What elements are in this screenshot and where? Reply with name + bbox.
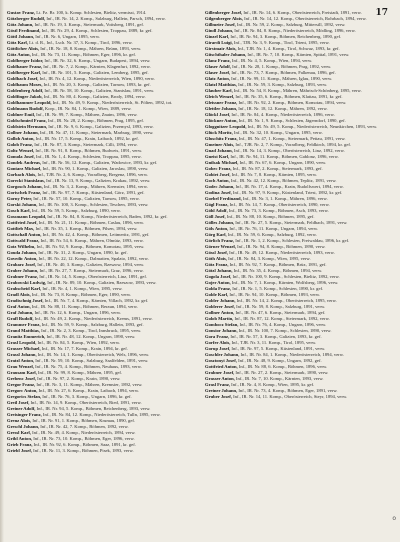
entry-details: Inf., IR. Nr. 76, 4. Komp., Ungarn, 1896, verw. [239, 322, 327, 327]
entry-details: Inf., IR. Nr. 76, 11. Komp., Ungarn, 1894, verw. [229, 226, 319, 231]
entry-details: Inf., IR. Nr. 4, 12. Komp., Niederösterreich, Wien, 1890, verw. [39, 76, 155, 81]
entry-name: Goldbach Josef, [7, 76, 39, 81]
entry-details: Inf., IR. Nr. 13, 9. Komp., Galizien, Krakau, 1892, verw. [46, 178, 151, 183]
entry-name: Grabowski Ludwig, [7, 280, 47, 285]
entry-name: Greiner Johann, [205, 388, 238, 393]
entry-name: Görg Karl, [205, 232, 227, 237]
entry-details: Inf., TJR. Nr. 3, 11. Komp., Tirol, 1895, verw. [231, 340, 317, 345]
entry-details: Inf., IR. Nr. 54, 6. Komp., Mähren, Olmütz, 1893, verw. [40, 238, 144, 243]
entry-name: Göhl Adolf, [205, 208, 228, 213]
entry-details: Inf., IR. Nr. 91, 1. Komp., Böhmen, Krumau, 1890, gef. [32, 418, 136, 423]
entry-name: Gorup Josef, [205, 346, 231, 351]
entry-details: Inf., IR. Nr. 73, 4. Komp., Böhmen, Eger, 1891, verw. [238, 388, 338, 393]
entry-details: Inf., IR. Nr. 88, 6. Komp., Böhmen, 1896, verw. [238, 364, 328, 369]
entry-name: Gmeiner Alois, [205, 142, 235, 147]
entry-details: Inf., TJR. Nr. 3, 9. Komp., Tirol, Trient, 1895, verw. [233, 40, 330, 45]
entry-name: Görlich Franz, [205, 238, 235, 243]
entry-details: Inf., IR. Nr. 89, 10. Komp., Galizien, Rzeszow, 1893, verw. [47, 280, 157, 285]
entry-name: Greiner Adolf, [7, 406, 36, 411]
entry-name: Glöckl Josef, [205, 112, 231, 117]
entry-details: Inf., IR. Nr. 57, 10. Komp., Galizien, Tarnow, 1895, verw. [33, 196, 140, 201]
entry-details: Inf., IR. Nr. 80, 4. Komp., Galizien, Brody, 1894, verw. [43, 94, 146, 99]
entry-details: Inf., IR. Nr. 94, 10. Komp., Böhmen, 1893, verw. [229, 292, 321, 297]
entry-details: Inf., IR. Nr. 56, 12. Komp., Galizien, Wadowice, 1893, kr. gef. [42, 160, 158, 165]
entry-details: Inf., IR. Nr. 94, 5. Komp., Böhmen, Reichenberg, 1893, verw. [36, 406, 151, 411]
entry-details: Inf., IR. Nr. 73, 10. Komp., Böhmen, Eger, 1896, verw. [33, 436, 135, 441]
entry-details: Inf., IR. Nr. 99, 8. Komp., Mähren, 1895, gef. [38, 370, 123, 375]
entry-name: Götz Karl, [7, 40, 28, 45]
entry-name: Gilgenberger Alois, [205, 16, 243, 21]
entry-details: Inf., TJR. Nr. 1, 4. Komp., Tirol, Schwaz, 1893, kr. gef. [237, 46, 340, 51]
entry-details: Inf., IR. Nr. 49, 4. Komp., Niederösterreich, 1894, verw. [32, 430, 136, 435]
entry-details: Lt. Fz. Br. 100, k. Komp. Schlesien, Bielitz, vermisst, 1914. [36, 10, 147, 15]
entry-name: Golderer Josef, [205, 304, 235, 309]
entry-details: Inf., IR. Nr. 7, 10. Komp., Kärnten, Spittal, 1891, verw. [247, 52, 350, 57]
entry-details: Inf., IR. Nr. 27, 6. Komp., Krain, Laibach, 1894, verw. [38, 388, 139, 393]
entry-details: Inf., IR. Nr. 87, 2. Komp., Steiermark, 1893, gef. [232, 166, 323, 171]
edge-mark: o [392, 515, 396, 522]
entry-name: Gregorics Stefan, [7, 394, 42, 399]
entry-details: Inf., IR. Nr. 88, 11. Komp., Böhmen, Beraun, 1894, verw. [31, 304, 138, 309]
entry-name: Goldbauer Franz, [7, 64, 43, 69]
entry-details: Inf., IR. Nr. 21, 11. Komp., Böhmen, Caslau, 1896, verw. [38, 220, 145, 225]
entry-details: Inf., IR. Nr. 84, 12. Komp., Niederösterreich, Tulln, 1895, verw. [42, 412, 161, 417]
entry-details: Inf., IR. Nr. 7, 8. Komp., Kärnten, 1895, verw. [231, 172, 317, 177]
entry-details: Inf., IR. Nr. 73, 8. Komp., Böhmen, Eger, 1890, verw. [31, 292, 132, 297]
entry-name: Grieb Franz, [7, 442, 33, 447]
entry-details: Inf., IR. Nr. 54, 8. Komp., Mähren, Mährisch-Schönberg, 1895, verw. [233, 88, 362, 93]
entry-details: Inf., IR. Nr. 47, 11. Komp., Steiermark, Marburg, 1890, verw. [39, 130, 154, 135]
entry-name: Gressl Karl, [7, 430, 31, 435]
entry-details: Inf., IR. Nr. 48, 9. Komp., Ungarn, 1892, gef. [238, 358, 322, 363]
entry-details: Inf., IR. Nr. 18, 12. Komp., Mähren, 1892, verw. [238, 106, 328, 111]
entry-name: Goch Anton, [205, 178, 230, 183]
page-number: 17 [375, 8, 388, 18]
entry-details: Inf., IR. Nr. 14, 6. Komp., Oberösterreich, Freistadt, 1891, verw. [243, 10, 362, 15]
entry-details: Inf., IR. Nr. 1, 2. Komp., Schlesien, Freiwaldau, 1896, kr. gef. [235, 238, 350, 243]
entry-name: Götz Johann, [7, 22, 34, 27]
entry-name: Götz Anton, [7, 52, 31, 57]
entry-details: Inf., IR. Nr. 32, 6. Komp., Ungarn, Budapest, 1894, verw. [44, 58, 151, 63]
entry-details: Inf., IR. Nr. 27, 7. Komp., Steiermark, Graz, 1896, verw. [39, 268, 144, 273]
entry-name: Gottschall Anton, [7, 232, 42, 237]
entry-name: Greisinger Franz, [7, 412, 42, 417]
entry-details: Inf., IR. Nr. 14, 9. Komp., Oberösterreich, Ried, 1891, verw. [30, 400, 142, 405]
entry-name: Glück Moritz, [205, 130, 233, 135]
entry-details: Inf., IR. Nr. 35, 1. Komp., Böhmen, Pilsen, 1894, verw. [35, 226, 138, 231]
entry-details: Inf., IR. Nr. 47, 1. Komp., Steiermark, Pettau, 1891, verw. [238, 136, 346, 141]
entry-name: Goldbaum Moses, [7, 82, 43, 87]
entry-details: Inf., IR. Nr. 87, 3. Komp., Steiermark, Cilli, 1894, verw. [34, 142, 138, 147]
entry-details: Inf., IR. Nr. 92, 6. Komp., Böhmen, Saaz, 1891, kr. gef. [33, 442, 136, 447]
entry-details: Inf., IR. Nr. 2, 3. Komp., Tirol, Innsbruck, 1895, verw. [41, 328, 142, 333]
entry-details: Inf., IR. Nr. 1, 5. Komp., Schlesien, 1890, kr. gef. [232, 286, 324, 291]
entry-details: Inf., IR. Nr. 31, 2. Komp., Ungarn, 1890, kr. gef. [38, 250, 128, 255]
entry-name: Gratzl Anton, [7, 358, 35, 363]
entry-name: Golob Martin, [205, 316, 234, 321]
entry-name: Granitz Emmerich, [7, 334, 46, 339]
entry-details: Inf., IR. Nr. 19, 3. Komp., Steiermark, Voitsberg, 1891, gef. [34, 22, 145, 27]
entry-name: Gorfer Alois, [205, 340, 231, 345]
entry-name: Göth Alois, [205, 256, 227, 261]
entry-name: Gorny Peter, [7, 196, 33, 201]
entry-name: Greschl Johann, [7, 424, 40, 429]
entry-details: Inf., IR. Nr. 87, 12. Komp., Steiermark, 1892, verw. [234, 316, 330, 321]
entry-details: Inf., IR. Nr. 59, 6. Komp., Salzburg, 1892, verw. [227, 232, 317, 237]
entry-details: Inf., IR. Nr. 3, 11. Komp., Mähren, Kremsier, 1892, verw. [36, 382, 143, 387]
entry-name: Gondek Andreas, [7, 160, 42, 165]
entry-name: Grabner Josef, [205, 370, 235, 375]
entry-details: Inf., IR. Nr. 99, 11. Komp., Mähren, Iglau, 1890, verw. [231, 76, 333, 81]
entry-details: Inf., IR. Nr. 59, 3. Komp., Salzburg, 1893, verw. [238, 82, 328, 87]
entry-details: Inf., IR. Nr. 59, 8. Komp., Salzburg, 1891, verw. [236, 304, 326, 309]
entry-name: Gleissner Franz, [205, 100, 238, 105]
entry-details: Inf., IR. Nr. 97, 7. Komp., Küstenland, Görz, 1891, gef. [42, 190, 145, 195]
entry-name: Grausam Karl, [7, 370, 37, 375]
entry-name: Glettler Johann, [205, 106, 238, 111]
entry-name: Grasl Leopold, [7, 340, 37, 345]
entry-details: Inf., IR. Nr. 59, 2. Komp., Salzburg, Mittersill, 1892, verw. [236, 22, 346, 27]
entry-name: Gojer Anton, [205, 280, 231, 285]
entry-details: Inf., TJR. Nr. 2, 7. Komp., Vorarlberg, Feldkirch, 1894, kr. gef. [235, 142, 352, 147]
entry-name: Gradischnig Josef, [7, 298, 44, 303]
entry-details: Inf., IR. Nr. 49, 9. Komp., Niederösterreich, St. Pölten, 1892, tot. [52, 100, 173, 105]
entry-details: Inf., IR. Nr. 18, 8. Komp., Mähren, Brünn, 1893, verw. [40, 46, 142, 51]
entry-details: Inf., IR. Nr. 92, 9. Komp., Böhmen, Komotau, 1895, verw. [36, 244, 145, 249]
entry-details: Inf., IR. Nr. 73, 3. Komp., Böhmen, Asch, 1893, verw. [228, 208, 329, 213]
entry-name: Goldhammer Leopold, [7, 100, 52, 105]
entry-name: Gölles Johann, [205, 220, 235, 225]
entry-name: Gregorc Anton, [7, 388, 38, 393]
entry-name: Goldschmied Franz, [7, 118, 47, 123]
entry-name: Glatz Anton, [205, 76, 231, 81]
entry-name: Girstmair Alois, [205, 46, 237, 51]
entry-details: Inf., IR. Nr. 92, 7. Komp., Böhmen, Brüx, 1891, gef. [229, 262, 327, 267]
entry-name: Gosch Karl, [7, 208, 31, 213]
entry-name: Goldberger Isidor, [7, 58, 44, 63]
entry-details: Inf., IR. Nr. 14, 2. Komp., Oberösterreich, 1895, verw. [236, 298, 337, 303]
entry-details: Inf., IR. Nr. 84, 3. Komp., Wien, 1895, verw. [228, 256, 311, 261]
entry-name: Gneist Karl, [205, 154, 230, 159]
entry-details: Inf., IR. Nr. 42, 4. Komp., Böhmen, Leitmeritz, 1891, gef. [42, 232, 150, 237]
entry-name: Gillenberger Josef, [205, 10, 243, 15]
entry-name: Gradl Alois, [7, 292, 31, 297]
entry-details: Inf., IR. Nr. 99, 7. Komp., Mähren, Znaim, 1896, verw. [36, 112, 138, 117]
entry-details: Inf., IR. Nr. 100, 3. Komp., Schlesien, Teschen, 1893, verw. [38, 202, 149, 207]
entry-name: Glauber Karl, [205, 88, 233, 93]
entry-details: Inf., IR. Nr. 40, 3. Komp., Galizien, Rzeszow, 1894, verw. [37, 262, 145, 267]
entry-name: Goltz Wenzel, [7, 148, 35, 153]
entry-details: Inf., IR. Nr. 84, 8. Komp., Niederösterreich, Mödling, 1896, verw. [234, 28, 356, 33]
entry-details: Inf., IR. Nr. 97, 5. Komp., Küstenland, 1891, verw. [231, 346, 326, 351]
entry-details: Inf., IR. Nr. 76, 3. Komp., Ungarn, 1896, kr. gef. [42, 394, 132, 399]
entry-details: Inf., IR. Nr. 14, 11. Komp., Oberösterreich, Steyr, 1894, verw. [233, 394, 348, 399]
entry-name: Gombocz Stefan, [205, 322, 239, 327]
entry-details: Inf., IR. Nr. 49, 5. Komp., Niederösterreich, Neunkirchen, 1893, verw. [247, 124, 378, 129]
entry-name: Grabarz Josef, [7, 262, 37, 267]
entry-name: Gorgosch Johann, [7, 184, 43, 189]
entry-name: Götzberger Rudolf, [7, 16, 46, 21]
page-fold-shadow [0, 0, 4, 542]
entry-name: Gottlieb Max, [7, 226, 35, 231]
entry-details: Inf., IR. Nr. 3, 2. Komp., Mähren, Kremsier, 1894, verw. [43, 184, 148, 189]
entry-details: Inf., IR. Nr. 73, 11. Komp., Böhmen, Eger, 1896, kr. gef. [31, 52, 137, 57]
entry-details: Inf., IR. Nr. 58, 10. Komp., Galizien, Stanislau, 1891, verw. [44, 88, 155, 93]
entry-details: Inf., IR. Nr. 4, 8. Komp., Wien, 1895, kr. gef. [231, 382, 315, 387]
entry-name: Gnad Johann, [205, 148, 233, 153]
entry-name: Gnilsak Michael, [205, 160, 239, 165]
entry-details: Inf., IR. Nr. 6, Ungarn, 1895, verw. [35, 34, 100, 39]
entry-details: Inf., IR. Nr. 84, 5. Komp., Wien, 1892, verw. [37, 340, 121, 345]
entry-name: Grau Wenzel, [7, 364, 34, 369]
entry-details: Inf., IR. Nr. 57, 3. Komp., Galizien, 1893, kr. gef. [230, 334, 322, 339]
entry-name: Goldner Emil, [7, 112, 35, 117]
entry-details: Inf., IR. Nr. 1, 9. Komp., Schlesien, Jägerndorf, 1890, gef. [238, 118, 346, 123]
entry-name: Glöckner Anton, [205, 118, 238, 123]
entry-details: Inf., IR. Nr. 17, 7. Komp., Krain, 1894, kr. gef. [41, 346, 128, 351]
entry-details: Inf., IR. Nr. 14, 5. Komp., Oberösterreich, Linz, 1891, gef. [39, 274, 148, 279]
entry-name: Goschler Johann, [205, 352, 240, 357]
entry-details: Inf., IR. Nr. 4, 1. Komp., Wien, 1895, verw. [42, 286, 123, 291]
entry-details: Inf., IR. Nr. 14, 3. Komp., Oberösterreich, Linz, 1892, verw. [234, 148, 345, 153]
entry-details: Inf., IR. Nr. 14, 12. Komp., Oberösterreich, Rohrbach, 1894, verw. [244, 16, 367, 21]
entry-name: Göls Anton, [205, 226, 229, 231]
entry-name: Gottwald Franz, [7, 238, 40, 243]
entry-name: Gobec Franz, [205, 166, 232, 171]
entry-name: Gitschthaler Johann, [205, 52, 247, 57]
entry-name: Görner Wenzel, [205, 244, 236, 249]
entry-name: Gögl Franz, [205, 202, 229, 207]
entry-name: Gorischek Franz, [7, 190, 42, 195]
entry-details: Inf., IR. Nr. 49, 12. Komp., Niederösterreich, 1893, verw. [229, 250, 335, 255]
entry-details: Inf., IR. Nr. 48, 12. Komp., Ungarn, 1890, verw. [46, 334, 136, 339]
entry-details: Korp., IR. Nr. 84, 1. Komp., Wien, 1889, verw. [44, 106, 132, 111]
entry-details: Inf., IR. Nr. 59, 9. Komp., Salzburg, Hallein, 1893, gef. [41, 322, 144, 327]
entry-name: Godec Johann, [205, 184, 235, 189]
entry-details: Inf., IR. Nr. 3, 1. Komp., Mähren, 1896, verw. [242, 196, 328, 201]
entry-name: Gorbach Alois, [7, 172, 37, 177]
entry-name: Graf Johann, [7, 310, 34, 315]
entry-details: Inf., IR. Nr. 14, 1. Komp., Oberösterreich, Wels, 1896, verw. [37, 352, 150, 357]
entry-name: Golob Franz, [7, 142, 34, 147]
entry-details: Inf., IR. Nr. 35, 4. Komp., Böhmen, 1894, verw. [233, 268, 323, 273]
entry-details: Inf., IR. Nr. 97, 2. Komp., Krain, 1890, verw. [37, 376, 121, 381]
entry-name: Ginzel Karl, [205, 34, 230, 39]
entry-details: Inf., IR. Nr. 101, 5. Komp., Galizien, Lemberg, 1895, gef. [42, 70, 149, 75]
entry-name: Gössl Josef, [205, 250, 228, 255]
entry-details: Inf., IR. Nr. 7, 4. Komp., Kärnten, Villach, 1892, kr. gef. [44, 298, 149, 303]
entry-details: Inf., IR. Nr. 35, 6. Komp., Böhmen, Klattau, 1891, kr. gef. [235, 94, 343, 99]
entry-details: Inf., IR. Nr. 29, 4. Komp., Schlesien, Troppau, 1889, kr. gef. [41, 28, 153, 33]
entry-details: Lt. d. R., Inf., Lsch. Nr. 37, 3. Komp., Tirol, 1896, verw. [29, 40, 133, 45]
list-item [7, 448, 197, 454]
entry-details: Inf., IR. Nr. 84, 1. Komp., Niederösterreich, 1894, verw. [240, 352, 344, 357]
entry-details: Inf., IR. Nr. 90, 1. Komp., Galizien, Jaroslau, 1890, verw. [42, 166, 149, 171]
entry-details: Inf., IR. Nr. 59, 5. Komp., Salzburg, 1890, verw. [31, 208, 121, 213]
entry-details: Inf., IR. Nr. 97, 9. Komp., Küstenland, Triest, 1892, kr. gef. [232, 190, 343, 195]
entry-name: Grasser Michael, [7, 346, 41, 351]
entry-details: Inf., IR. Nr. 100, 7. Komp., Schlesien, 1890, verw. [238, 328, 332, 333]
entry-details: Inf., IR. Nr. 17, 5. Komp., Krain, Laibach, 1892, kr. gef. [35, 136, 139, 141]
entry-details: Inf., IR. Nr. 17, 4. Komp., Krain, Rudolfswert, 1894, verw. [235, 184, 344, 189]
entry-name: Gonsior Johann, [205, 328, 238, 333]
entry-name: Gottfried Anton, [205, 364, 238, 369]
entry-name: Girardi Luigi, [205, 40, 233, 45]
entry-details: Inf., IR. Nr. 91, 8. Komp., Böhmen, Budweis, 1891, verw. [35, 148, 143, 153]
entry-name: Govedic Anton, [7, 256, 38, 261]
entry-details: Inf., IR. Nr. 11, 3. Komp., Böhmen, Pisek, 1893, verw. [33, 448, 134, 453]
entry-name: Godina Josef, [205, 190, 232, 195]
entry-name: Gotz Wilhelm, [7, 244, 36, 249]
entry-details: Inf., IR. Nr. 42, 7. Komp., Böhmen, 1892, verw. [40, 424, 129, 429]
left-column [7, 10, 197, 540]
entry-name: Grabner Franz, [7, 274, 39, 279]
entry-details: Inf., IR. Nr. 94, 8. Komp., Böhmen, 1890, verw. [237, 244, 326, 249]
entry-name: Grebenc Josef, [7, 376, 37, 381]
entry-name: Glaser Adolf, [205, 64, 231, 69]
entry-details: Inf., IR. Nr. 47, 6. Komp., Steiermark, 1894, gef. [235, 310, 326, 315]
entry-name: Gogola Josef, [205, 274, 232, 279]
entry-details: Inf., IR. Nr. 28, 1. Komp., Böhmen, Prag, 1892, verw. [232, 64, 332, 69]
entry-name: Gindl Johann, [205, 28, 234, 33]
right-column [205, 10, 389, 540]
entry-name: Goebel Ferdinand, [205, 196, 242, 201]
entry-name: Gouda Johann, [7, 250, 38, 255]
entry-name: Golde Karl, [205, 292, 229, 297]
entry-name: Gollner Johann, [7, 130, 39, 135]
entry-details: Inf., IR. Nr. 1, 4. Komp., Schlesien, Troppau, 1895, verw. [35, 154, 142, 159]
entry-details: Inf., IR. Nr. 9, 6. Komp., Galizien, Przemysl, 1893, verw. [48, 124, 154, 129]
entry-name: Grand Matthias, [7, 328, 40, 333]
entry-name: Gollner Anton, [205, 310, 235, 315]
entry-name: Göttl Johann, [7, 34, 35, 39]
entry-name: Götzl Johann, [205, 268, 233, 273]
entry-details: Inf., IR. Nr. 20, 3. Komp., Galizien, Tarnow, 1893, kr. gef. [43, 82, 151, 87]
entry-name: Goldberger Karl, [7, 70, 42, 75]
entry-name: Grenz Alois, [7, 418, 32, 423]
entry-name: Gorski Johann, [7, 202, 38, 207]
entry-name: Gobiet Josef, [205, 172, 231, 177]
entry-name: Grassl Johann, [7, 352, 37, 357]
entry-name: Gollob Anton, [7, 136, 35, 141]
entry-name: Goldstein Hermann, [7, 124, 48, 129]
entry-details: Inf., IR. Nr. 59, 10. Komp., Salzburg, Saalfelden, 1891, verw. [35, 358, 149, 363]
entry-name: Glatzl Matthias, [205, 82, 237, 87]
entry-name: Goldmann Rudolf, [7, 106, 44, 111]
entry-name: Gribl Anton, [7, 436, 33, 441]
entry-details: Inf., IR. Nr. 12, 6. Komp., Ungarn, 1896, verw. [34, 310, 122, 315]
entry-details: Inf., IR. Nr. 32, 10. Komp., Ungarn, 1895, verw. [233, 130, 323, 135]
entry-name: Grasser Anton, [205, 376, 235, 381]
entry-details: Inf., IR. Nr. 27, 5. Komp., Steiermark, Feldbach, 1891, verw. [235, 220, 348, 225]
entry-details: Inf., IR. Nr. 14, 2. Komp., Salzburg, Hallein, Parsch, 1894, verw. [46, 16, 166, 21]
entry-name: Greil Josef, [7, 400, 30, 405]
entry-name: Grabscheid Karl, [7, 286, 42, 291]
entry-details: Inf., IR. Nr. 73, 7. Komp., Böhmen, Falkenau, 1896, gef. [231, 70, 336, 75]
entry-details: Inf., IR. Nr. 14, 7. Komp., Oberösterreich, 1890, verw. [229, 202, 330, 207]
entry-details: Inf., IR. Nr. 84, 4. Komp., Niederösterreich, 1896, verw. [231, 112, 335, 117]
entry-name: Gillmeier Josef, [205, 22, 236, 27]
entry-name: Gora Franz, [205, 334, 230, 339]
entry-name: Griebl Josef, [7, 448, 33, 453]
entry-name: Gluschitz Franz, [205, 136, 238, 141]
entry-name: Glaser Josef, [205, 70, 231, 75]
entry-name: Gomola Josef, [7, 154, 35, 159]
entry-name: Golda Franz, [205, 286, 232, 291]
entry-name: Göll Josef, [205, 214, 226, 219]
entry-details: Inf., IR. Nr. 84, 8. Komp., Niederösterreich, Baden, 1892, kr. gef. [47, 214, 168, 219]
entry-name: Gorecki Stanislaus, [7, 178, 45, 183]
entry-name: Gruber Josef, [205, 394, 232, 399]
entry-name: Gustav Franz, [7, 10, 36, 15]
entry-name: Grammer Franz, [7, 322, 41, 327]
entry-name: Golder Johann, [205, 298, 236, 303]
entry-name: Goldfinger Jakob, [7, 94, 43, 99]
entry-details: Inf., IR. Nr. 7, 2. Komp., Kärnten, Klagenfurt, 1892, verw. [43, 64, 151, 69]
entry-name: Götz Franz, [205, 262, 229, 267]
entry-name: Graber Johann, [7, 268, 39, 273]
entry-name: Goldenberg Adolf, [7, 88, 44, 93]
entry-details: Inf., IR. Nr. 100, 9. Komp., Schlesien, Bielitz, 1892, verw. [232, 274, 340, 279]
entry-details: Inf., IR. Nr. 67, 6. Komp., Ungarn, 1890, verw. [239, 160, 327, 165]
entry-details: Inf., IR. Nr. 27, 2. Komp., Steiermark, 1890, verw. [235, 370, 329, 375]
entry-name: Graf Anton, [7, 304, 31, 309]
entry-details: Inf., IR. Nr. 94, 11. Komp., Böhmen, Gablonz, 1896, verw. [230, 154, 339, 159]
entry-details: Inf., IR. Nr. 28, 2. Komp., Böhmen, Prag, 1895, gef. [47, 118, 145, 123]
entry-details: Inf., IR. Nr. 4, 5. Komp., Wien, 1894, verw. [231, 58, 313, 63]
entry-details: Inf., IR. Nr. 94, 3. Komp., Böhmen, Reichenberg, 1890, gef. [230, 34, 342, 39]
entry-name: Gloggnitzer Leopold, [205, 124, 247, 129]
entry-name: Gossmann Leopold, [7, 214, 47, 219]
entry-details: Inf., TJR. Nr. 2, 6. Komp., Vorarlberg, Bregenz, 1896, verw. [37, 172, 149, 177]
entry-details: Inf., IR. Nr. 7, 1. Komp., Kärnten, Wolfsberg, 1896, verw. [231, 280, 339, 285]
entry-name: Gontarz Michael, [7, 166, 42, 171]
entry-name: Grasl Franz, [205, 382, 231, 387]
entry-details: Inf., IR. Nr. 49, 2. Komp., Niederösterreich, Krems, 1891, verw. [34, 316, 153, 321]
entry-details: Inf., IR. Nr. 92, 2. Komp., Böhmen, Komotau, 1894, verw. [238, 100, 347, 105]
list-item [205, 394, 389, 400]
entry-name: Göttlicher Alois, [7, 46, 40, 51]
entry-details: Inf., IR. Nr. 75, 4. Komp., Böhmen, Neuhaus, 1893, verw. [35, 364, 142, 369]
entry-details: Inf., IR. Nr. 88, 10. Komp., Böhmen, 1895, gef. [226, 214, 315, 219]
entry-name: Gregor Franz, [7, 382, 36, 387]
entry-name: Göstl Ferdinand, [7, 28, 41, 33]
entry-details: Inf., IR. Nr. 22, 12. Komp., Dalmatien, Spalato, 1892, verw. [38, 256, 149, 261]
entry-name: Gottfried Josef, [7, 220, 38, 225]
entry-name: Grafl Rudolf, [7, 316, 34, 321]
entry-name: Glanz Franz, [205, 58, 231, 63]
entry-name: Gleich Wenzel, [205, 94, 235, 99]
entry-details: Inf., IR. Nr. 7, 10. Komp., Kärnten, 1893, verw. [235, 376, 324, 381]
entry-name: Gosztonyi Josef, [205, 358, 237, 363]
entry-details: Inf., IR. Nr. 42, 12. Komp., Böhmen, Teplitz, 1891, verw. [230, 178, 337, 183]
